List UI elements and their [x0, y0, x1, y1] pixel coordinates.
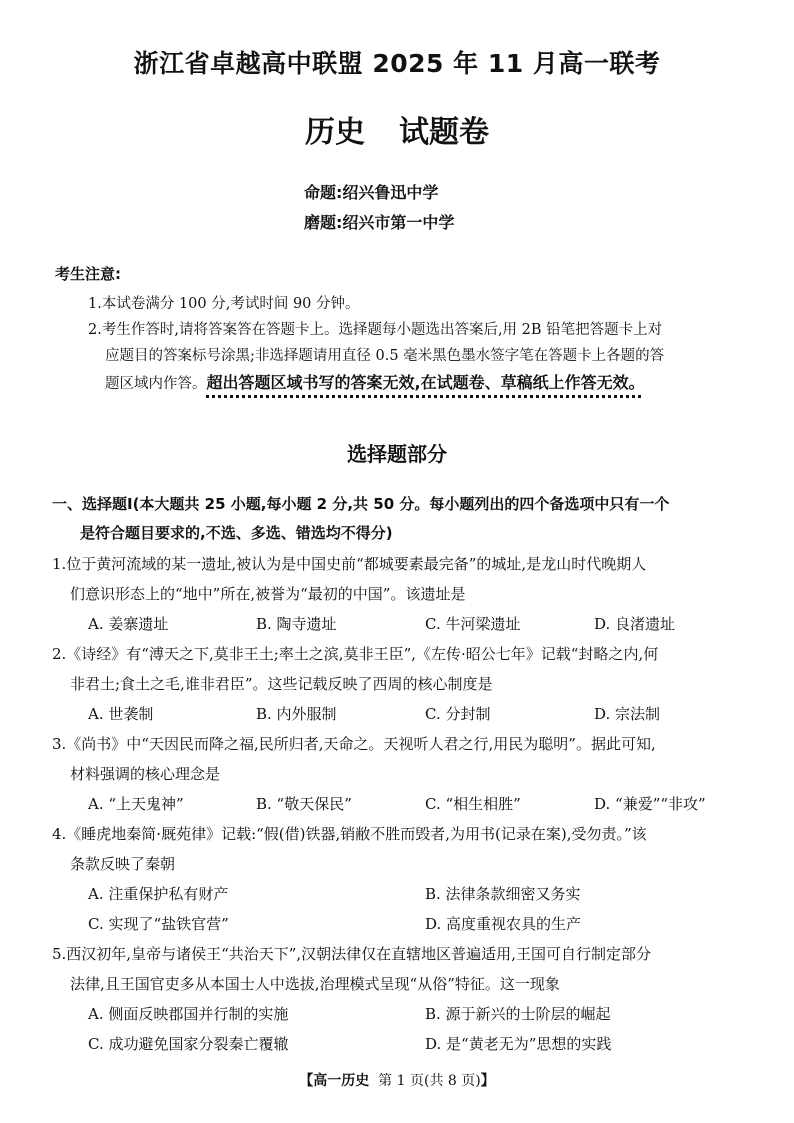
q2-option-d: D. 宗法制	[594, 705, 661, 723]
footer-label: 高一历史	[313, 1073, 370, 1089]
q5-option-d: D. 是“黄老无为”思想的实践	[425, 1035, 612, 1053]
notice-line-2c-text: 题区域内作答。	[105, 376, 207, 392]
notice-emphasis: 超出答题区域书写的答案无效,在试题卷、草稿纸上作答无效。	[206, 373, 645, 392]
q5-option-c: C. 成功避免国家分裂秦亡覆辙	[88, 1035, 289, 1053]
q4-option-b: B. 法律条款细密又务实	[425, 885, 581, 903]
page-footer	[0, 1070, 794, 1090]
q2-stem-1: 2.《诗经》有“溥天之下,莫非王土;率土之滨,莫非王臣”,《左传·昭公七年》记载“封略之内,何	[52, 645, 659, 663]
notice-line-2b: 应题目的答案标号涂黑;非选择题请用直径 0.5 毫米黑色墨水签字笔在答题卡上各题的答	[105, 348, 665, 364]
q3-stem-1: 3.《尚书》中“天因民而降之福,民所归者,天命之。天视听人君之行,用民为聪明”。据此可知,	[52, 735, 656, 753]
q4-option-a: A. 注重保护私有财产	[88, 885, 229, 903]
q2-option-c: C. 分封制	[425, 705, 491, 723]
q3-stem-2: 材料强调的核心理念是	[70, 765, 221, 783]
q2-option-a: A. 世袭制	[88, 705, 154, 723]
q1-stem-2: 们意识形态上的“地中”所在,被誉为“最初的中国”。该遗址是	[70, 585, 466, 603]
paper-subtitle	[0, 107, 794, 151]
notice-line-2c	[105, 370, 645, 393]
q3-option-c: C. “相生相胜”	[425, 795, 521, 813]
q5-stem-1: 5.西汉初年,皇帝与诸侯王“共治天下”,汉朝法律仅在直辖地区普遍适用,王国可自行制定部分	[52, 945, 651, 963]
q2-option-b: B. 内外服制	[256, 705, 337, 723]
q3-option-b: B. “敬天保民”	[256, 795, 352, 813]
paper-type: 试题卷	[399, 115, 489, 150]
q4-stem-2: 条款反映了秦朝	[70, 855, 176, 873]
q5-option-b: B. 源于新兴的士阶层的崛起	[425, 1005, 611, 1023]
q4-option-c: C. 实现了“盐铁官营”	[88, 915, 229, 933]
q4-stem-1: 4.《睡虎地秦简·厩苑律》记载:“假(借)铁器,销敝不胜而毁者,为用书(记录在案),受勿责。”该	[52, 825, 647, 843]
section-title: 选择题部分	[347, 442, 447, 466]
footer-page-number: 第 1 页(共 8 页)	[378, 1073, 481, 1089]
q1-stem-1: 1.位于黄河流域的某一遗址,被认为是中国史前“都城要素最完备”的城址,是龙山时代晚期人	[52, 555, 647, 573]
setter-credit: 命题:绍兴鲁迅中学	[304, 183, 439, 202]
q1-option-a: A. 姜寨遗址	[88, 615, 169, 633]
part1-instructions-1: 一、选择题Ⅰ(本大题共 25 小题,每小题 2 分,共 50 分。每小题列出的四个备选项中只有一个	[52, 495, 670, 513]
q1-option-c: C. 牛河梁遗址	[425, 615, 521, 633]
part1-instructions-2: 是符合题目要求的,不选、多选、错选均不得分)	[80, 524, 393, 542]
notice-heading: 考生注意:	[55, 265, 121, 283]
notice-line-2a: 2.考生作答时,请将答案答在答题卡上。选择题每小题选出答案后,用 2B 铅笔把答题卡上对	[88, 322, 663, 338]
footer-bracket-close: 】	[480, 1073, 495, 1089]
footer-bracket-open: 【	[299, 1073, 314, 1089]
q1-option-d: D. 良渚遗址	[594, 615, 676, 633]
q5-stem-2: 法律,且王国官吏多从本国士人中选拔,治理模式呈现“从俗”特征。这一现象	[70, 975, 560, 993]
q3-option-a: A. “上天鬼神”	[88, 795, 184, 813]
reviewer-credit: 磨题:绍兴市第一中学	[304, 213, 455, 232]
q1-option-b: B. 陶寺遗址	[256, 615, 337, 633]
q5-option-a: A. 侧面反映郡国并行制的实施	[88, 1005, 289, 1023]
subject-name: 历史	[305, 115, 365, 150]
notice-line-1: 1.本试卷满分 100 分,考试时间 90 分钟。	[88, 296, 360, 312]
q2-stem-2: 非君土;食土之毛,谁非君臣”。这些记载反映了西周的核心制度是	[70, 675, 493, 693]
q4-option-d: D. 高度重视农具的生产	[425, 915, 582, 933]
exam-title: 浙江省卓越高中联盟 2025 年 11 月高一联考	[133, 49, 661, 78]
q3-option-d: D. “兼爱”“非攻”	[594, 795, 706, 813]
